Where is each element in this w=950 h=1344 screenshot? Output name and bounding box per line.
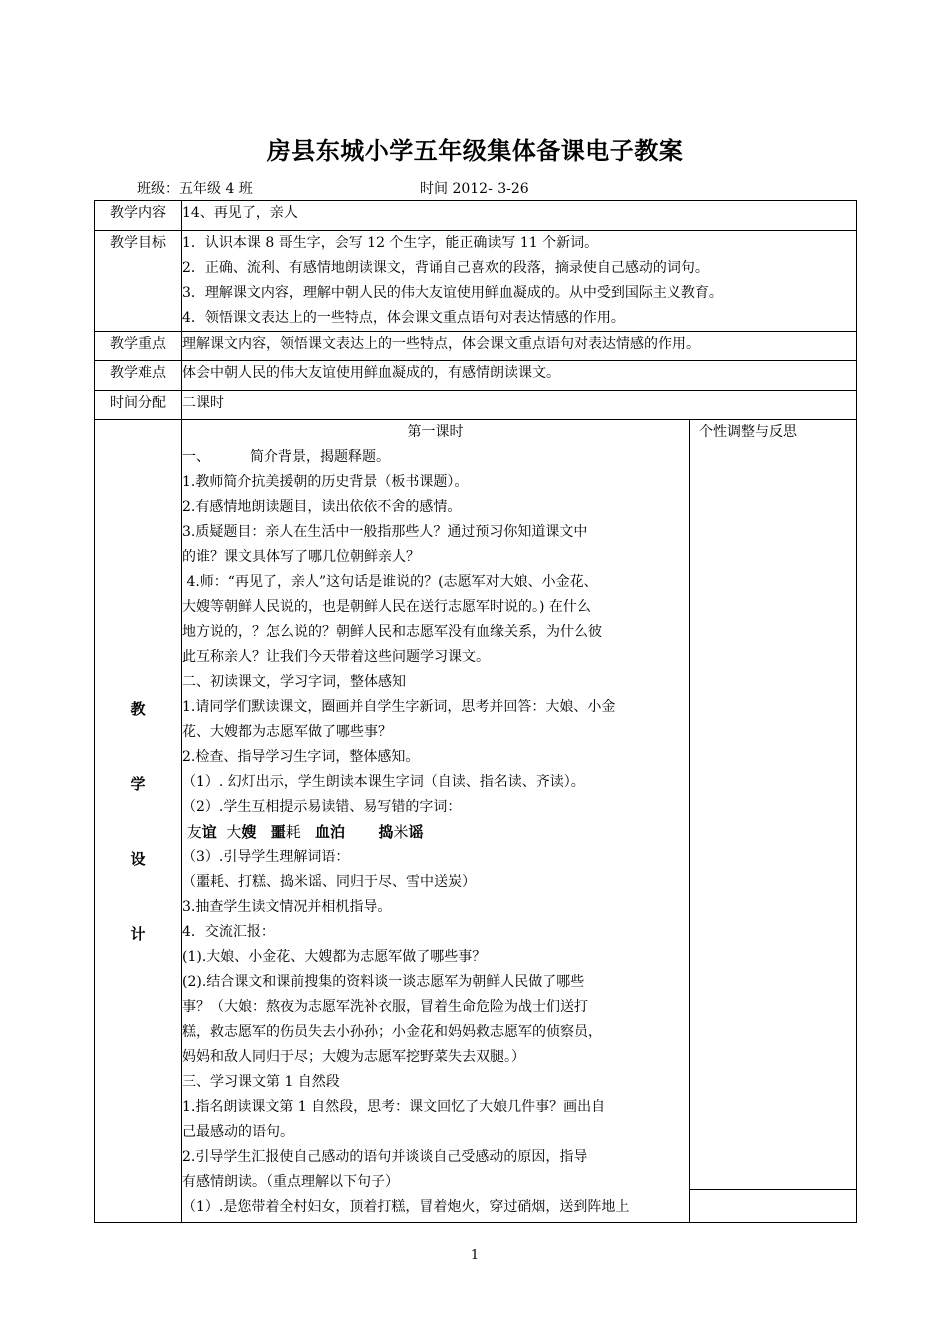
goal-item: 1．认识本课 8 哥生字，会写 12 个生字，能正确读写 11 个新词。: [182, 235, 599, 251]
design-line: 大嫂等朝鲜人民说的，也是朝鲜人民在送行志愿军时说的。) 在什么: [182, 599, 591, 615]
design-line: （噩耗、打糕、捣米谣、同归于尽、雪中送炭）: [182, 874, 476, 890]
class-label: 班级：五年级 4 班: [137, 181, 253, 197]
value-difficulties: 体会中朝人民的伟大友谊使用鲜血凝成的，有感情朗读课文。: [182, 361, 857, 391]
design-line: 此互称亲人？让我们今天带着这些问题学习课文。: [182, 649, 490, 665]
design-line: 1.指名朗读课文第 1 自然段，思考：课文回忆了大娘几件事？画出自: [182, 1099, 606, 1115]
notes-divider: [690, 1189, 856, 1190]
value-time-allocation: 二课时: [182, 391, 857, 420]
vocab-bold: 血泊: [315, 823, 346, 841]
label-difficulties: 教学难点: [95, 361, 182, 391]
teaching-goals-list: [182, 231, 857, 332]
design-line: (1).大娘、小金花、大嫂都为志愿军做了哪些事？: [182, 949, 487, 965]
lesson-plan-table: [94, 200, 857, 1223]
design-line: 4．交流汇报：: [182, 924, 275, 940]
vocab-bold: 嫂: [241, 823, 257, 841]
design-label-char: 设: [130, 850, 146, 868]
vocab-plain: 米: [393, 823, 409, 841]
value-teaching-content: 14、再见了，亲人: [182, 201, 857, 231]
design-line: 3.抽查学生读文情况并相机指导。: [182, 899, 392, 915]
vocab-plain: 大: [226, 823, 242, 841]
design-line: 3.质疑题目：亲人在生活中一般指那些人？通过预习你知道课文中: [182, 524, 588, 540]
row-teaching-design: [95, 420, 857, 1223]
vocab-bold: 捣: [378, 823, 394, 841]
design-line: 己最感动的语句。: [182, 1124, 294, 1140]
notes-column: [690, 420, 857, 1223]
page-title: 房县东城小学五年级集体备课电子教案: [266, 137, 684, 165]
design-label-char: 计: [130, 925, 146, 943]
design-line: 事？（大娘：熬夜为志愿军洗补衣服，冒着生命危险为战士们送打: [182, 999, 588, 1015]
page-number: 1: [470, 1248, 480, 1263]
design-line: 4.师：“再见了，亲人”这句话是谁说的？(志愿军对大娘、小金花、: [182, 574, 598, 590]
design-line: （3）.引导学生理解词语：: [182, 849, 350, 865]
goal-item: 4．领悟课文表达上的一些特点，体会课文重点语句对表达情感的作用。: [182, 310, 625, 326]
row-teaching-goals: [95, 231, 857, 332]
vocab-bold: 谣: [408, 823, 424, 841]
design-line: 花、大嫂都为志愿军做了哪些事？: [182, 724, 392, 740]
vocab-bold: 噩: [270, 823, 286, 841]
design-line: 一、 简介背景，揭题释题。: [182, 449, 391, 465]
design-label-char: 学: [130, 775, 146, 793]
label-teaching-design: [95, 420, 182, 1223]
design-line: 1.请同学们默读课文，圈画并自学生字新词，思考并回答：大娘、小金: [182, 699, 616, 715]
design-label-char: 教: [130, 700, 146, 718]
design-line: 妈妈和敌人同归于尽；大嫂为志愿军挖野菜失去双腿。）: [182, 1049, 525, 1065]
design-line: 2.检查、指导学习生字词，整体感知。: [182, 749, 420, 765]
label-teaching-goals: 教学目标: [95, 231, 182, 332]
value-key-points: 理解课文内容，领悟课文表达上的一些特点，体会课文重点语句对表达情感的作用。: [182, 332, 857, 361]
design-line: （2）.学生互相提示易读错、易写错的字词：: [182, 799, 462, 815]
date-label: 时间 2012- 3-26: [420, 181, 529, 197]
design-line: 有感情朗读。（重点理解以下句子）: [182, 1174, 399, 1190]
design-line: （1）.是您带着全村妇女，顶着打糕，冒着炮火，穿过硝烟，送到阵地上: [182, 1199, 630, 1215]
design-line: 二、初读课文，学习字词，整体感知: [182, 674, 406, 690]
design-line: 地方说的，？怎么说的？朝鲜人民和志愿军没有血缘关系，为什么彼: [182, 624, 602, 640]
row-key-points: [95, 332, 857, 361]
design-line: 2.引导学生汇报使自己感动的语句并谈谈自己受感动的原因，指导: [182, 1149, 588, 1165]
design-line: 2.有感情地朗读题目，读出依依不舍的感情。: [182, 499, 462, 515]
teaching-design-body: [182, 420, 690, 1223]
label-key-points: 教学重点: [95, 332, 182, 361]
design-line: （1）. 幻灯出示，学生朗读本课生字词（自读、指名读、齐读）。: [182, 774, 585, 790]
design-line: 1.教师简介抗美援朝的历史背景（板书课题）。: [182, 474, 469, 490]
vocab-plain: 耗: [285, 823, 301, 841]
goal-item: 2．正确、流利、有感情地朗读课文，背诵自己喜欢的段落，摘录使自己感动的词句。: [182, 260, 709, 276]
row-teaching-content: [95, 201, 857, 231]
vocabulary-list: [182, 820, 689, 845]
row-time-allocation: [95, 391, 857, 420]
design-line: 糕，救志愿军的伤员失去小孙孙；小金花和妈妈救志愿军的侦察员，: [182, 1024, 602, 1040]
design-line: (2).结合课文和课前搜集的资料谈一谈志愿军为朝鲜人民做了哪些: [182, 974, 585, 990]
vocab-bold: 谊: [201, 823, 217, 841]
vocab-plain: 友: [186, 823, 202, 841]
notes-header: 个性调整与反思: [699, 424, 797, 440]
design-line: 的谁？课文具体写了哪几位朝鲜亲人？: [182, 549, 420, 565]
goal-item: 3．理解课文内容，理解中朝人民的伟大友谊使用鲜血凝成的。从中受到国际主义教育。: [182, 285, 723, 301]
label-teaching-content: 教学内容: [95, 201, 182, 231]
lesson-title: 第一课时: [407, 424, 464, 440]
row-difficulties: [95, 361, 857, 391]
label-time-allocation: 时间分配: [95, 391, 182, 420]
design-line: 三、学习课文第 1 自然段: [182, 1074, 340, 1090]
